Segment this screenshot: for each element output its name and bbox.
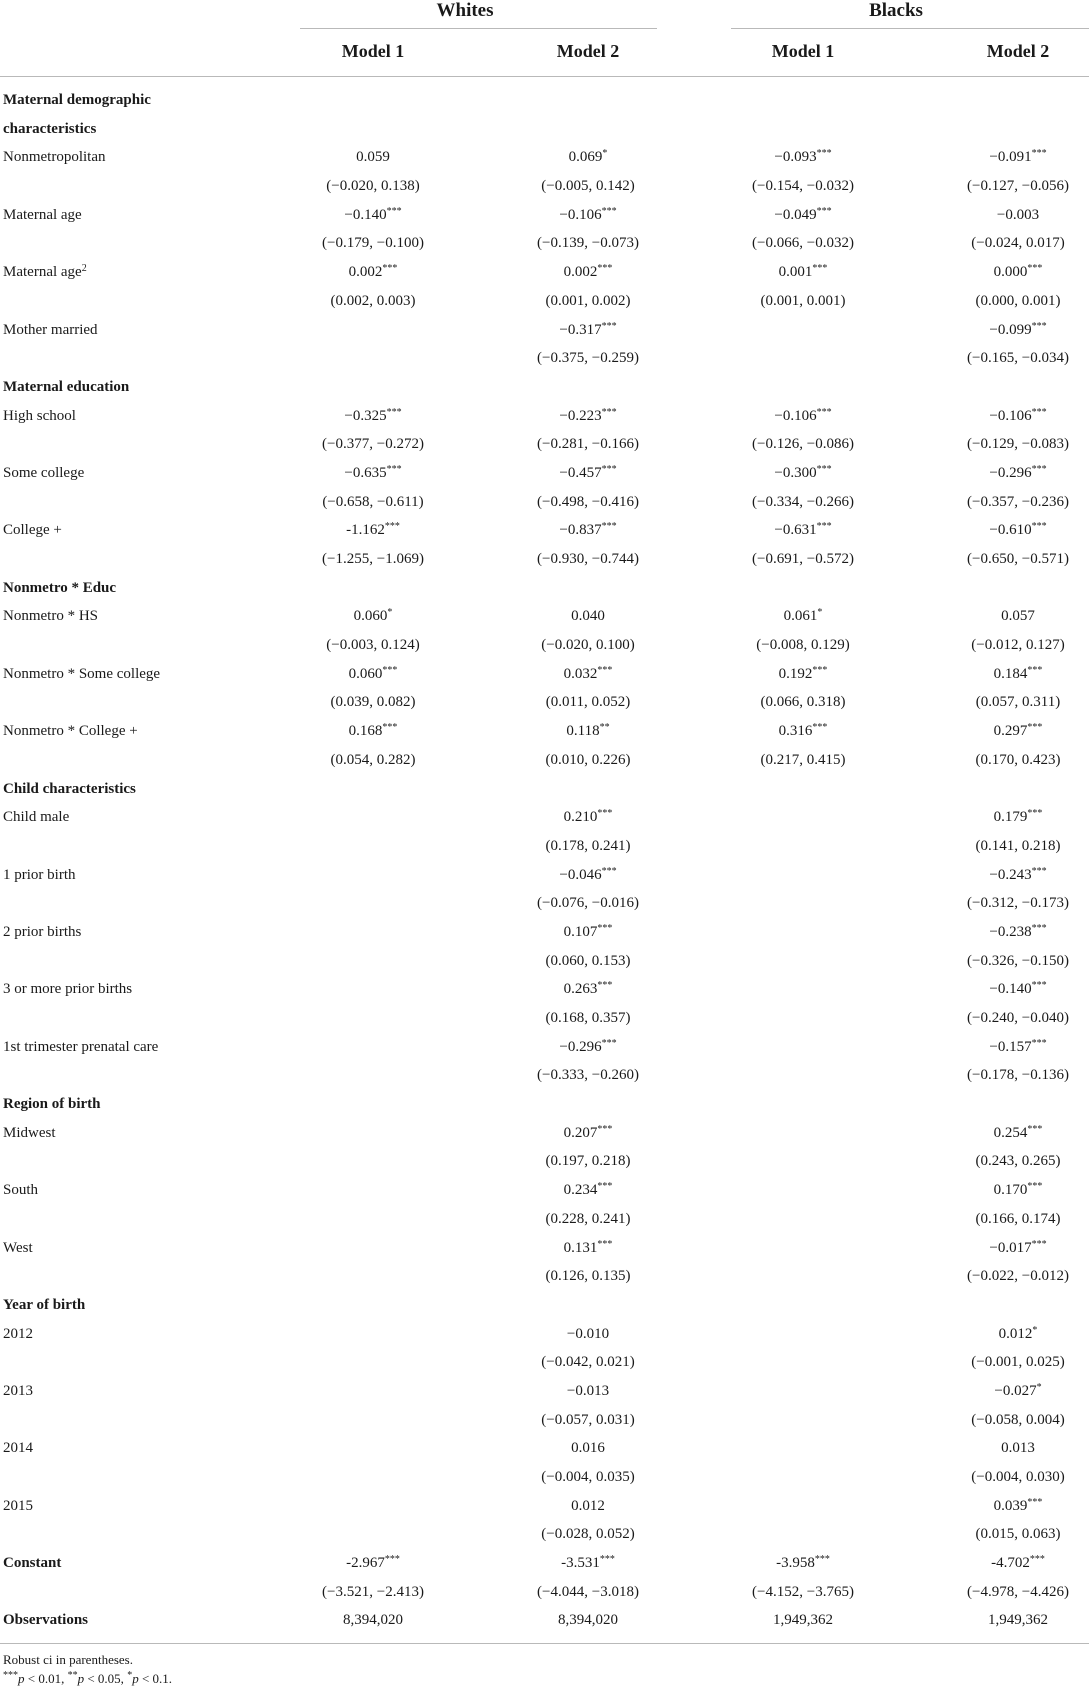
table-cell: (−1.255, −1.069) xyxy=(322,551,424,567)
table-row xyxy=(0,143,1089,172)
table-cell: −0.157*** xyxy=(989,1037,1047,1055)
table-row-ci xyxy=(0,1004,1089,1033)
row-label: 1 prior birth xyxy=(3,866,76,883)
table-cell: (0.001, 0.002) xyxy=(545,292,631,309)
header-bottom-rule xyxy=(0,76,1089,77)
table-row-ci xyxy=(0,1578,1089,1607)
table-cell: −0.049*** xyxy=(774,205,832,223)
table-cell: 0.254*** xyxy=(993,1123,1043,1141)
row-label: College + xyxy=(3,522,62,539)
table-row xyxy=(0,1492,1089,1521)
table-cell: (−0.165, −0.034) xyxy=(967,350,1069,367)
row-label: West xyxy=(3,1239,33,1256)
table-cell: (0.057, 0.311) xyxy=(975,694,1061,711)
table-cell: 0.039*** xyxy=(993,1496,1043,1514)
row-label: Region of birth xyxy=(3,1096,101,1113)
table-cell: (−0.004, 0.035) xyxy=(541,1469,635,1485)
table-cell: (0.002, 0.003) xyxy=(330,292,416,309)
table-row-ci xyxy=(0,430,1089,459)
row-label: characteristics xyxy=(3,120,97,137)
table-cell: (−0.129, −0.083) xyxy=(967,436,1069,453)
table-cell: (−3.521, −2.413) xyxy=(322,1583,424,1600)
table-row xyxy=(0,861,1089,890)
table-row xyxy=(0,803,1089,832)
table-cell: 0.059 xyxy=(356,149,390,166)
table-cell: (−0.333, −0.260) xyxy=(537,1067,639,1084)
table-cell: 0.060*** xyxy=(348,664,398,682)
table-cell: −0.027* xyxy=(994,1381,1042,1399)
table-cell: 0.060* xyxy=(353,607,393,625)
table-cell: 0.184*** xyxy=(993,664,1043,682)
row-label: Child characteristics xyxy=(3,780,136,797)
row-label: Nonmetro * College + xyxy=(3,723,138,740)
table-row xyxy=(0,1549,1089,1578)
table-cell: (−0.008, 0.129) xyxy=(756,637,850,654)
table-cell: 0.012 xyxy=(571,1497,605,1514)
table-cell: −0.300*** xyxy=(774,463,832,481)
table-cell: (0.010, 0.226) xyxy=(545,751,631,768)
table-bottom-rule xyxy=(0,1643,1089,1644)
table-cell: (−0.003, 0.124) xyxy=(326,637,420,654)
table-cell: (−0.240, −0.040) xyxy=(967,1010,1069,1026)
table-row-ci xyxy=(0,488,1089,517)
table-cell: 0.057 xyxy=(1001,608,1035,625)
table-cell: (−0.179, −0.100) xyxy=(322,235,424,252)
table-cell: −0.106*** xyxy=(559,205,617,223)
table-row-ci xyxy=(0,287,1089,316)
table-cell: 0.179*** xyxy=(993,808,1043,826)
row-label: 1st trimester prenatal care xyxy=(3,1038,159,1055)
table-cell: 0.316*** xyxy=(778,722,828,740)
table-cell: 0.297*** xyxy=(993,722,1043,740)
table-row xyxy=(0,1090,1089,1119)
table-cell: (−0.028, 0.052) xyxy=(541,1526,635,1543)
row-label: Midwest xyxy=(3,1124,56,1141)
table-cell: 0.001*** xyxy=(778,263,828,281)
table-cell: (−0.004, 0.030) xyxy=(971,1469,1065,1485)
table-cell: 0.012* xyxy=(998,1324,1038,1342)
table-cell: (0.039, 0.082) xyxy=(330,694,416,711)
row-label: Observations xyxy=(3,1612,89,1629)
table-cell: 0.040 xyxy=(571,608,605,625)
table-cell: (−0.076, −0.016) xyxy=(537,895,639,912)
table-row xyxy=(0,1119,1089,1148)
table-cell: (0.243, 0.265) xyxy=(975,1153,1061,1170)
table-cell: −0.317*** xyxy=(559,320,617,338)
table-row xyxy=(0,1033,1089,1062)
table-row xyxy=(0,402,1089,431)
row-label: Nonmetro * Educ xyxy=(3,579,117,596)
table-cell: 0.210*** xyxy=(563,808,613,826)
table-cell: −0.325*** xyxy=(344,406,402,424)
table-cell: (0.166, 0.174) xyxy=(975,1210,1061,1227)
table-row xyxy=(0,574,1089,603)
table-cell: −0.296*** xyxy=(989,463,1047,481)
table-row xyxy=(0,1320,1089,1349)
notes-line-ci: Robust ci in parentheses. xyxy=(3,1652,133,1667)
table-cell: 0.170*** xyxy=(993,1181,1043,1199)
table-cell: (−0.930, −0.744) xyxy=(537,551,639,567)
row-label: South xyxy=(3,1182,39,1199)
row-label: Nonmetropolitan xyxy=(3,149,106,166)
table-cell: (0.000, 0.001) xyxy=(975,292,1061,309)
table-cell: (−0.658, −0.611) xyxy=(322,493,424,510)
table-cell: 8,394,020 xyxy=(343,1612,403,1629)
table-cell: −0.099*** xyxy=(989,320,1047,338)
row-label: Maternal demographic xyxy=(3,92,151,108)
table-cell: −0.238*** xyxy=(989,922,1047,940)
table-cell: 0.002*** xyxy=(563,263,613,281)
table-cell: -4.702*** xyxy=(991,1554,1045,1572)
table-notes xyxy=(3,1650,172,1688)
table-cell: (−0.022, −0.012) xyxy=(967,1268,1069,1285)
row-label: Mother married xyxy=(3,321,98,338)
table-cell: (0.197, 0.218) xyxy=(545,1153,631,1170)
row-label: 2014 xyxy=(3,1440,33,1457)
row-label: 2015 xyxy=(3,1497,33,1514)
table-cell: (−0.334, −0.266) xyxy=(752,493,854,510)
table-cell: 0.032*** xyxy=(563,664,613,682)
table-row xyxy=(0,975,1089,1004)
table-cell: (−0.154, −0.032) xyxy=(752,178,854,195)
table-cell: 0.069* xyxy=(568,148,608,166)
table-cell: 0.192*** xyxy=(778,664,828,682)
whites-group-rule xyxy=(300,28,657,29)
table-cell: (−0.178, −0.136) xyxy=(967,1067,1069,1084)
table-cell: (−0.066, −0.032) xyxy=(752,235,854,252)
row-label: Some college xyxy=(3,464,85,481)
row-label: 3 or more prior births xyxy=(3,981,133,998)
row-label: High school xyxy=(3,407,76,424)
table-cell: (−4.044, −3.018) xyxy=(537,1583,639,1600)
table-body xyxy=(0,86,1089,1635)
table-cell: (−0.357, −0.236) xyxy=(967,493,1069,510)
table-row-ci xyxy=(0,1205,1089,1234)
table-cell: (−0.127, −0.056) xyxy=(967,178,1069,195)
table-row-ci xyxy=(0,1061,1089,1090)
table-cell: (0.217, 0.415) xyxy=(760,751,846,768)
table-cell: (−0.042, 0.021) xyxy=(541,1354,635,1371)
row-label: 2012 xyxy=(3,1325,33,1342)
table-cell: 0.013 xyxy=(1001,1440,1035,1457)
model-header-blacks-1: Model 1 xyxy=(771,41,835,61)
table-cell: (−0.126, −0.086) xyxy=(752,436,854,453)
table-row xyxy=(0,660,1089,689)
table-cell: 8,394,020 xyxy=(558,1612,618,1629)
table-cell: (0.168, 0.357) xyxy=(545,1010,631,1026)
table-cell: 1,949,362 xyxy=(773,1612,833,1629)
table-cell: −0.010 xyxy=(566,1325,610,1342)
table-cell: −0.013 xyxy=(566,1382,610,1399)
table-row-ci xyxy=(0,344,1089,373)
row-label: Maternal age$^2$ xyxy=(3,263,87,281)
table-row-ci xyxy=(0,229,1089,258)
table-row xyxy=(0,775,1089,804)
row-label: Nonmetro * Some college xyxy=(3,665,161,682)
table-cell: −0.837*** xyxy=(559,521,617,539)
table-cell: 0.118** xyxy=(566,722,610,740)
table-cell: (−0.281, −0.166) xyxy=(537,436,639,453)
table-row-ci xyxy=(0,1348,1089,1377)
table-cell: (−0.312, −0.173) xyxy=(967,895,1069,912)
table-cell: (0.066, 0.318) xyxy=(760,694,846,711)
table-row xyxy=(0,258,1089,287)
model-header-blacks-2: Model 2 xyxy=(986,41,1050,61)
table-cell: −0.091*** xyxy=(989,148,1047,166)
table-cell: 0.168*** xyxy=(348,722,398,740)
table-cell: (−0.024, 0.017) xyxy=(971,235,1065,252)
table-cell: −0.106*** xyxy=(774,406,832,424)
table-row-ci xyxy=(0,832,1089,861)
table-cell: (−0.650, −0.571) xyxy=(967,551,1069,567)
table-cell: (−0.057, 0.031) xyxy=(541,1411,635,1428)
table-row-ci xyxy=(0,1406,1089,1435)
table-cell: −0.631*** xyxy=(774,521,832,539)
table-cell: (−0.001, 0.025) xyxy=(971,1354,1065,1371)
notes-line-significance: ***p < 0.01, **p < 0.05, *p < 0.1. xyxy=(3,1670,173,1686)
table-cell: (−0.498, −0.416) xyxy=(537,493,639,510)
table-cell: 0.107*** xyxy=(563,922,613,940)
table-row xyxy=(0,459,1089,488)
table-row-ci xyxy=(0,1463,1089,1492)
table-row xyxy=(0,516,1089,545)
table-cell: (0.141, 0.218) xyxy=(975,837,1061,854)
table-row-ci xyxy=(0,545,1089,574)
table-cell: (0.170, 0.423) xyxy=(975,751,1061,768)
table-row xyxy=(0,1377,1089,1406)
row-label: Year of birth xyxy=(3,1296,86,1313)
table-cell: (0.015, 0.063) xyxy=(975,1526,1061,1543)
table-cell: −0.223*** xyxy=(559,406,617,424)
table-cell: 0.000*** xyxy=(993,263,1043,281)
table-cell: 0.263*** xyxy=(563,980,613,998)
row-label: Constant xyxy=(3,1555,62,1572)
row-label: 2013 xyxy=(3,1382,33,1399)
table-cell: (0.011, 0.052) xyxy=(545,694,631,711)
table-cell: −0.093*** xyxy=(774,148,832,166)
table-cell: 0.234*** xyxy=(563,1181,613,1199)
row-label: Child male xyxy=(3,809,70,826)
table-row-ci xyxy=(0,746,1089,775)
table-row-ci xyxy=(0,631,1089,660)
table-cell: −0.046*** xyxy=(559,865,617,883)
blacks-group-rule xyxy=(731,28,1089,29)
table-cell: (0.054, 0.282) xyxy=(330,751,416,768)
table-cell: (−0.005, 0.142) xyxy=(541,178,635,195)
table-cell: (−0.377, −0.272) xyxy=(322,436,424,453)
table-cell: −0.610*** xyxy=(989,521,1047,539)
row-label: 2 prior births xyxy=(3,923,82,940)
group-header-blacks: Blacks xyxy=(869,0,923,21)
table-cell: (−4.152, −3.765) xyxy=(752,1583,854,1600)
table-cell: −0.457*** xyxy=(559,463,617,481)
table-cell: 0.131*** xyxy=(563,1238,613,1256)
table-row-ci xyxy=(0,1262,1089,1291)
table-cell: (0.228, 0.241) xyxy=(545,1210,631,1227)
table-row-ci xyxy=(0,1147,1089,1176)
table-row xyxy=(0,115,1089,144)
model-header-whites-2: Model 2 xyxy=(556,41,620,61)
table-cell: (−0.020, 0.138) xyxy=(326,178,420,195)
table-cell: -1.162*** xyxy=(346,521,400,539)
table-row xyxy=(0,717,1089,746)
group-header-whites: Whites xyxy=(436,0,494,21)
table-row-ci xyxy=(0,1520,1089,1549)
table-cell: −0.635*** xyxy=(344,463,402,481)
table-row xyxy=(0,86,1089,115)
table-row-ci xyxy=(0,889,1089,918)
table-cell: (−0.691, −0.572) xyxy=(752,551,854,567)
table-cell: (0.001, 0.001) xyxy=(760,292,846,309)
table-cell: 0.002*** xyxy=(348,263,398,281)
table-row-ci xyxy=(0,172,1089,201)
table-cell: -3.531*** xyxy=(561,1554,615,1572)
table-cell: (−0.058, 0.004) xyxy=(971,1411,1065,1428)
table-cell: −0.140*** xyxy=(344,205,402,223)
table-row xyxy=(0,918,1089,947)
table-row xyxy=(0,201,1089,230)
table-row xyxy=(0,1434,1089,1463)
table-row xyxy=(0,1234,1089,1263)
table-cell: (−0.020, 0.100) xyxy=(541,637,635,654)
table-row xyxy=(0,1606,1089,1635)
table-cell: −0.017*** xyxy=(989,1238,1047,1256)
table-cell: (−4.978, −4.426) xyxy=(967,1583,1069,1600)
table-cell: (−0.375, −0.259) xyxy=(537,350,639,367)
table-cell: 1,949,362 xyxy=(988,1612,1048,1629)
table-row xyxy=(0,1291,1089,1320)
table-cell: (−0.326, −0.150) xyxy=(967,952,1069,969)
table-cell: −0.003 xyxy=(996,206,1040,223)
table-row xyxy=(0,1176,1089,1205)
table-row xyxy=(0,373,1089,402)
table-cell: −0.243*** xyxy=(989,865,1047,883)
row-label: Maternal age xyxy=(3,206,82,223)
model-header-whites-1: Model 1 xyxy=(341,41,405,61)
table-cell: (0.126, 0.135) xyxy=(545,1268,631,1285)
table-cell: −0.106*** xyxy=(989,406,1047,424)
table-row-ci xyxy=(0,947,1089,976)
table-cell: -3.958*** xyxy=(776,1554,830,1572)
row-label: Maternal education xyxy=(3,378,130,395)
table-cell: -2.967*** xyxy=(346,1554,400,1572)
table-cell: 0.207*** xyxy=(563,1123,613,1141)
table-cell: (0.060, 0.153) xyxy=(545,952,631,969)
row-label: Nonmetro * HS xyxy=(3,608,98,625)
table-row xyxy=(0,316,1089,345)
table-cell: −0.140*** xyxy=(989,980,1047,998)
table-cell: 0.016 xyxy=(571,1440,605,1457)
table-cell: −0.296*** xyxy=(559,1037,617,1055)
table-cell: (−0.012, 0.127) xyxy=(971,637,1065,654)
table-row-ci xyxy=(0,688,1089,717)
table-cell: (0.178, 0.241) xyxy=(545,837,631,854)
table-row xyxy=(0,602,1089,631)
table-cell: (−0.139, −0.073) xyxy=(537,235,639,252)
table-cell: 0.061* xyxy=(783,607,823,625)
